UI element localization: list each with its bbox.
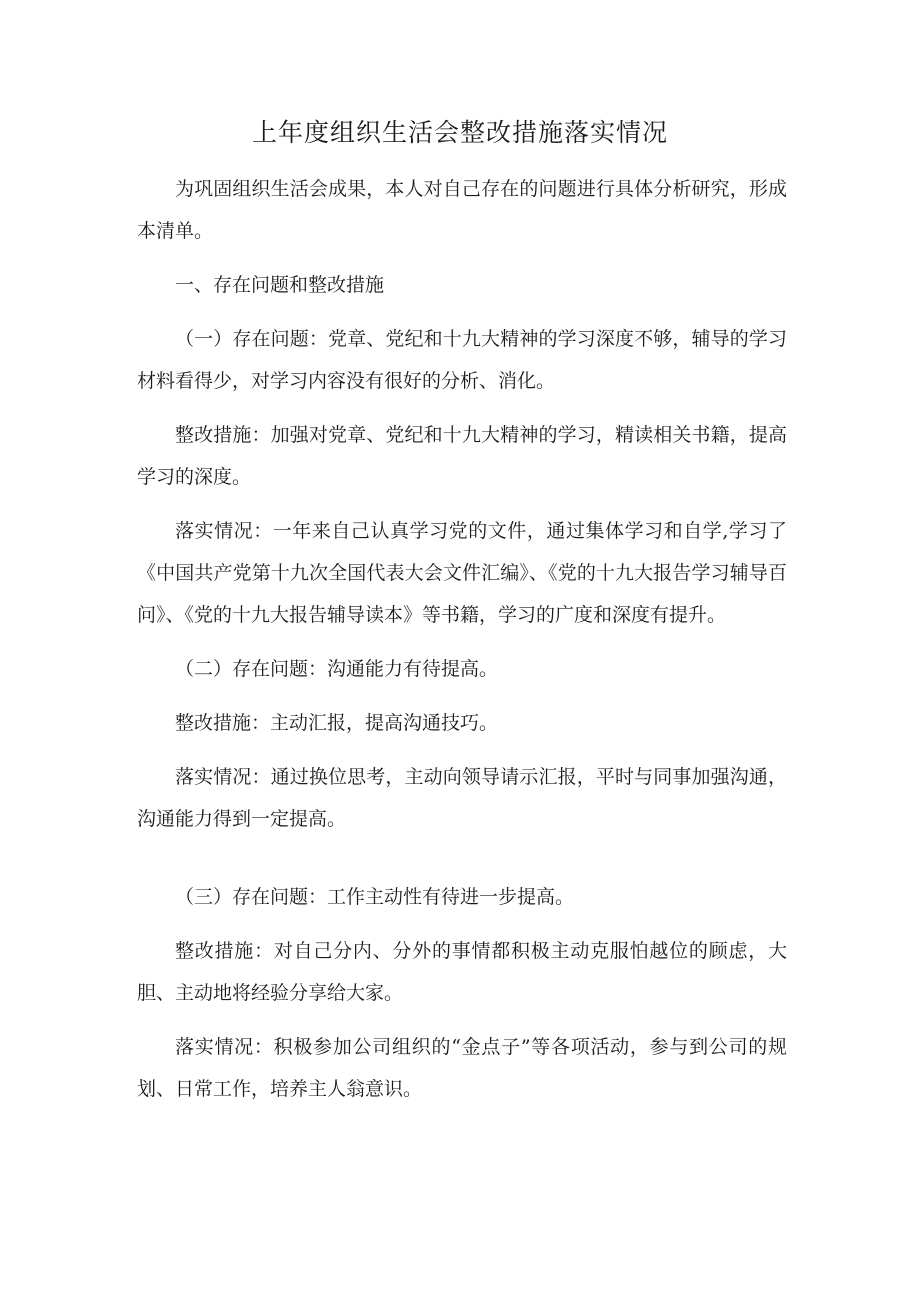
paragraph-issue-1: （一）存在问题：党章、党纪和十九大精神的学习深度不够，辅导的学习材料看得少，对学习内容没有很好的分析、消化。 xyxy=(137,328,787,392)
document-body xyxy=(137,168,787,1122)
paragraph-measure-1: 整改措施：加强对党章、党纪和十九大精神的学习，精读相关书籍，提高学习的深度。 xyxy=(137,424,787,488)
paragraph-result-1: 落实情况：一年来自己认真学习党的文件，通过集体学习和自学,学习了《中国共产党第十九次全国代表大会文件汇编》、《党的十九大报告学习辅导百问》、《党的十九大报告辅导读本》等书籍，学习的广度和深度有提升。 xyxy=(137,520,787,626)
paragraph-issue-3: （三）存在问题：工作主动性有待进一步提高。 xyxy=(175,886,575,908)
paragraph-measure-2: 整改措施：主动汇报，提高沟通技巧。 xyxy=(175,712,499,734)
document-title: 上年度组织生活会整改措施落实情况 xyxy=(251,118,668,147)
paragraph-result-3: 落实情况：积极参加公司组织的“金点子”等各项活动，参与到公司的规划、日常工作，培养主人翁意识。 xyxy=(137,1036,787,1100)
section-heading: 一、存在问题和整改措施 xyxy=(175,274,385,296)
paragraph-measure-3: 整改措施：对自己分内、分外的事情都积极主动克服怕越位的顾虑，大胆、主动地将经验分享给大家。 xyxy=(137,940,787,1004)
paragraph-result-2: 落实情况：通过换位思考，主动向领导请示汇报，平时与同事加强沟通，沟通能力得到一定提高。 xyxy=(137,766,787,830)
paragraph-intro: 为巩固组织生活会成果，本人对自己存在的问题进行具体分析研究，形成本清单。 xyxy=(137,178,787,242)
paragraph-issue-2: （二）存在问题：沟通能力有待提高。 xyxy=(175,658,499,680)
